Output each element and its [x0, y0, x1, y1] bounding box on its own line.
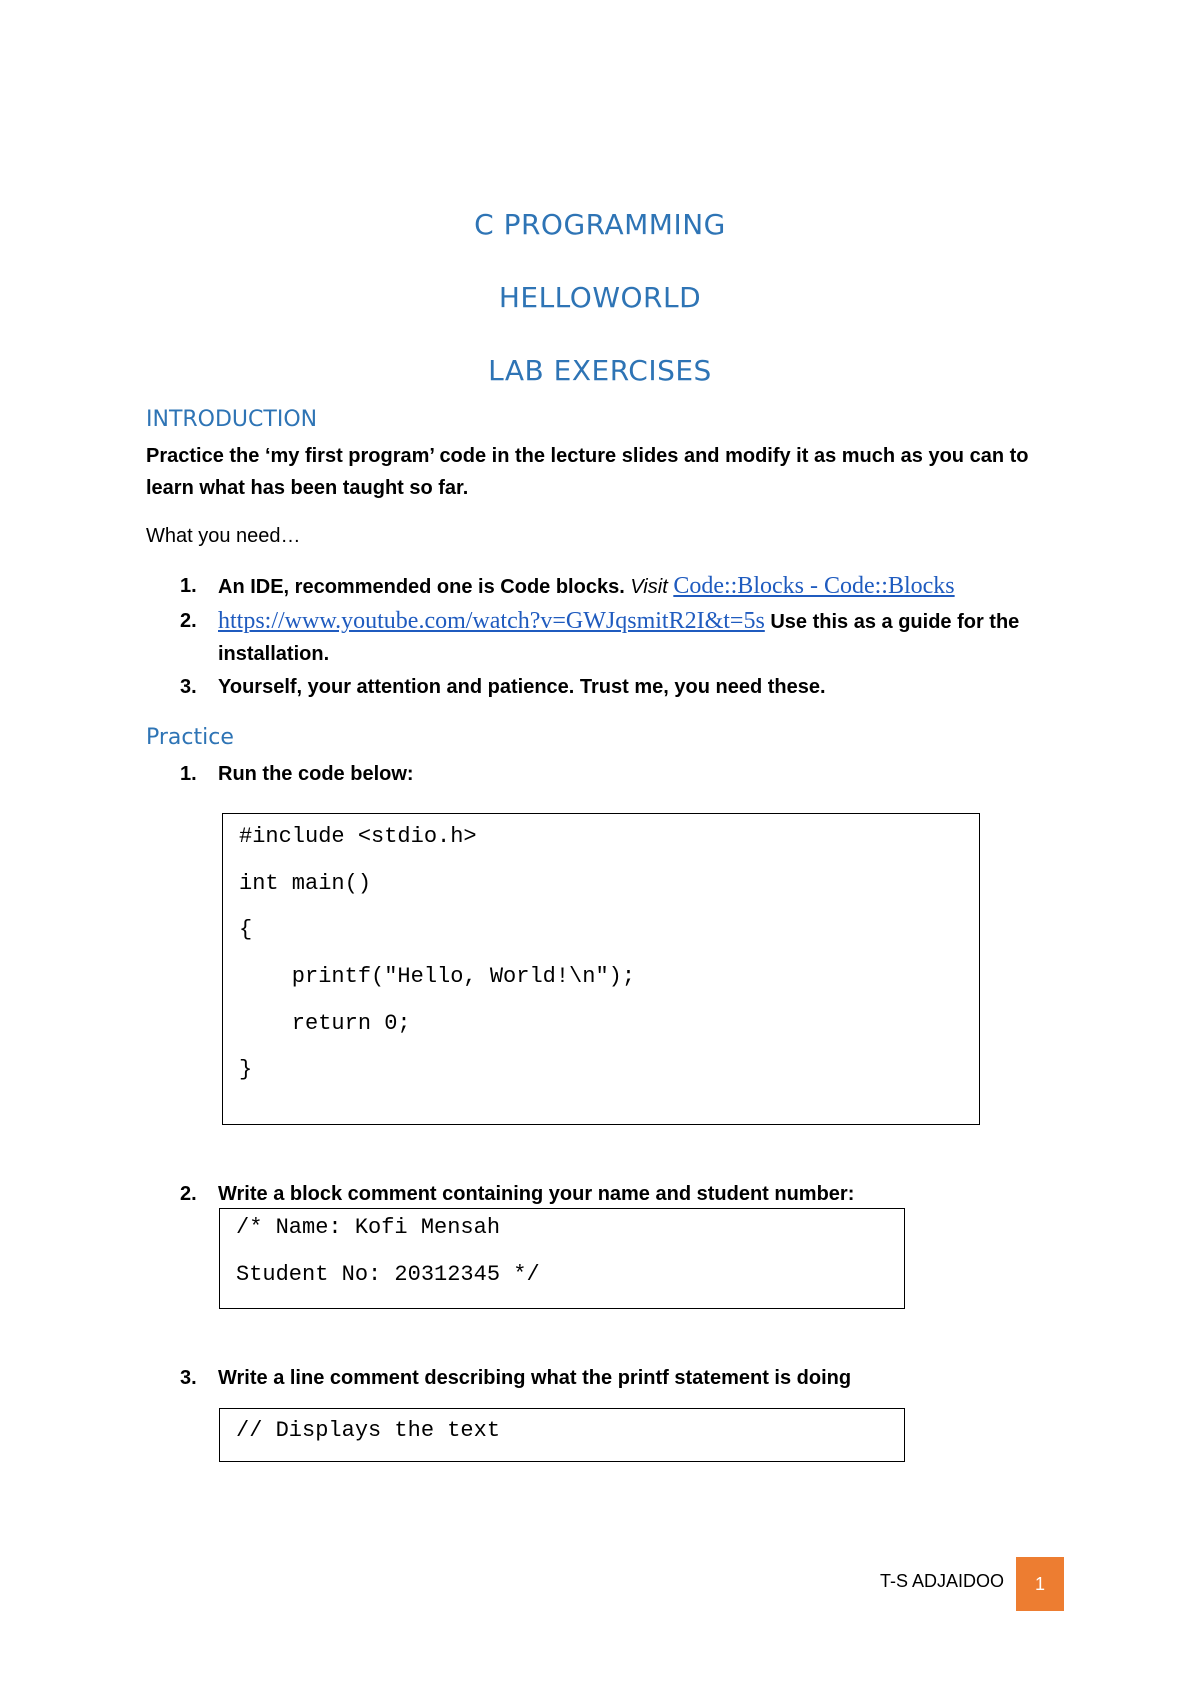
code-box-block-comment — [219, 1208, 905, 1309]
list-text — [218, 570, 1070, 603]
list-number: 2. — [180, 1183, 197, 1205]
step-text: Run the code below: — [218, 763, 414, 785]
list-number: 1. — [180, 763, 197, 785]
introduction-text: Practice the ‘my first program’ code in the lecture slides and modify it as much as you can to learn what has been taught so far. — [146, 445, 1029, 499]
code-box-line-comment — [219, 1408, 905, 1462]
title-line-2: HELLOWORLD — [498, 281, 702, 314]
step-text: Write a block comment containing your name and student number: — [218, 1183, 855, 1205]
practice-step-1 — [180, 758, 1070, 790]
codeblocks-link[interactable]: Code::Blocks - Code::Blocks — [673, 573, 955, 599]
code-line: /* Name: Kofi Mensah — [236, 1215, 501, 1240]
code-box-hello-world — [222, 813, 980, 1125]
practice-heading: Practice — [146, 725, 234, 750]
code-line: int main() — [239, 871, 372, 896]
step-text-before: Write a line comment describing what the — [218, 1367, 613, 1389]
list-number: 1. — [180, 575, 197, 597]
step-text-after: statement is doing — [674, 1367, 852, 1389]
youtube-link[interactable]: https://www.youtube.com/watch?v=GWJqsmitR2I&t=5s — [218, 608, 765, 634]
list-number: 2. — [180, 610, 197, 632]
step-text — [218, 1362, 1070, 1394]
practice-step-3 — [180, 1362, 1070, 1394]
page-number-badge: 1 — [1016, 1557, 1064, 1611]
list-number: 3. — [180, 676, 197, 698]
introduction-heading: INTRODUCTION — [146, 407, 318, 432]
what-you-need-label: What you need… — [146, 525, 301, 547]
code-line: #include <stdio.h> — [239, 824, 477, 849]
title-line-3: LAB EXERCISES — [488, 354, 712, 387]
footer-author: T-S ADJAIDOO — [879, 1571, 1004, 1591]
code-line: // Displays the text — [236, 1418, 501, 1443]
printf-keyword: printf — [617, 1367, 669, 1389]
need-list-item-3 — [180, 671, 1070, 703]
code-line: } — [239, 1057, 253, 1082]
list-item-text: Yourself, your attention and patience. Trust me, you need these. — [218, 676, 826, 698]
visit-label: Visit — [630, 576, 668, 598]
title-line-1: C PROGRAMMING — [474, 208, 726, 241]
list-item-text: Use this as a guide for the installation. — [218, 611, 1020, 665]
list-item-text: An IDE, recommended one is Code blocks. — [218, 576, 625, 598]
list-text — [218, 605, 1070, 670]
practice-step-2 — [180, 1178, 1070, 1210]
code-line: printf("Hello, World!\n"); — [239, 964, 636, 989]
code-line: { — [239, 917, 253, 942]
code-line: return 0; — [239, 1011, 411, 1036]
code-line: Student No: 20312345 */ — [236, 1262, 540, 1287]
need-list-item-1 — [180, 570, 1070, 603]
list-number: 3. — [180, 1367, 197, 1389]
need-list-item-2 — [180, 605, 1070, 670]
